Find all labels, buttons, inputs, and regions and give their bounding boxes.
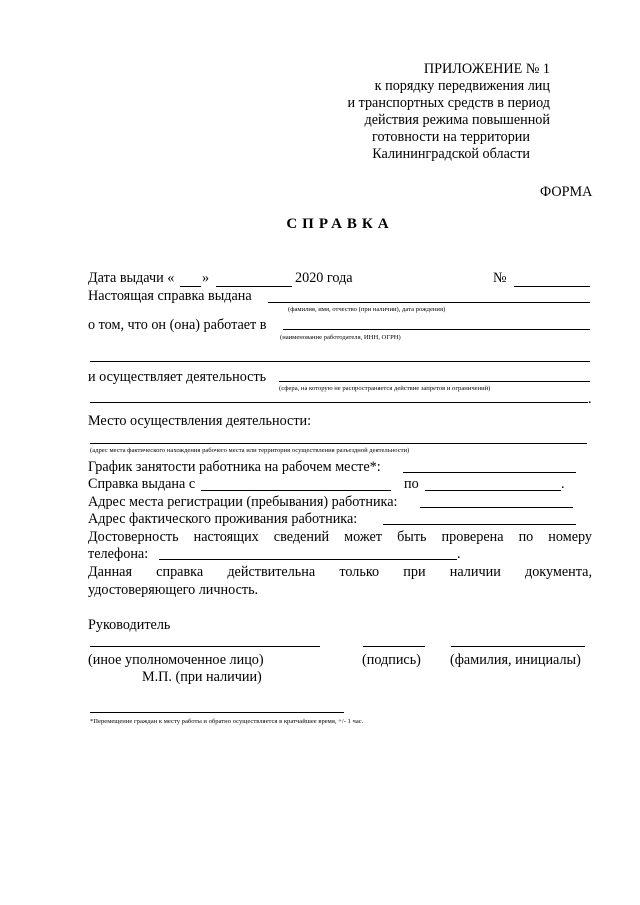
date-mid: » [202, 270, 210, 286]
residence-label: Адрес фактического проживания работника: [88, 511, 358, 527]
appendix-line: к порядку передвижения лиц [374, 78, 550, 94]
footnote: *Перемещение граждан к месту работы и обратно осуществляется в кратчайшее время, +/- 1 час. [90, 718, 364, 725]
activity-field[interactable] [279, 381, 590, 382]
stamp-caption: М.П. (при наличии) [142, 669, 262, 685]
place-label: Место осуществления деятельности: [88, 413, 312, 429]
number-field[interactable] [514, 286, 590, 287]
form-label: ФОРМА [540, 184, 593, 200]
valid-end: . [561, 476, 565, 492]
activity-field-continued[interactable] [90, 402, 588, 403]
document-title: СПРАВКА [286, 216, 394, 232]
activity-end: . [588, 391, 592, 407]
phone-field[interactable] [159, 559, 457, 560]
appendix-line: действия режима повышенной [364, 112, 550, 128]
appendix-line: Калининградской области [372, 146, 530, 162]
issued-to-field[interactable] [268, 302, 590, 303]
other-person-caption: (иное уполномоченное лицо) [88, 652, 264, 668]
registration-label: Адрес места регистрации (пребывания) работника: [88, 494, 398, 510]
day-field[interactable] [180, 286, 201, 287]
place-field[interactable] [90, 443, 587, 444]
number-label: № [493, 270, 507, 286]
works-at-hint: (наименование работодателя, ИНН, ОГРН) [280, 334, 401, 341]
schedule-label: График занятости работника на рабочем месте*: [88, 459, 381, 475]
valid-from-field[interactable] [201, 490, 391, 491]
head-label: Руководитель [88, 617, 171, 633]
valid-to-field[interactable] [425, 490, 561, 491]
issued-to-hint: (фамилия, имя, отчество (при наличии), дата рождения) [288, 306, 446, 313]
appendix-line: и транспортных средств в период [347, 95, 550, 111]
validity-text: Данная справка действительна только при наличии документа, [88, 564, 592, 580]
works-at-field[interactable] [283, 329, 590, 330]
issued-to-label: Настоящая справка выдана [88, 288, 252, 304]
footnote-divider [90, 712, 344, 713]
verify-text: Достоверность настоящих сведений может быть проверена по номеру [88, 529, 592, 545]
valid-from-label: Справка выдана с [88, 476, 196, 492]
year-text: 2020 года [295, 270, 353, 286]
works-at-field-continued[interactable] [90, 361, 590, 362]
name-initials-field[interactable] [451, 646, 585, 647]
signature-caption: (подпись) [362, 652, 421, 668]
place-hint: (адрес места фактического нахождения рабочего места или территория осуществления разъездной деятельности) [90, 447, 410, 454]
signature-field[interactable] [363, 646, 425, 647]
head-position-field[interactable] [90, 646, 320, 647]
residence-field[interactable] [383, 524, 576, 525]
appendix-block [330, 61, 550, 163]
appendix-line: готовности на территории [372, 129, 530, 145]
appendix-title: ПРИЛОЖЕНИЕ № 1 [423, 61, 550, 77]
month-field[interactable] [216, 286, 292, 287]
activity-label: и осуществляет деятельность [88, 369, 267, 385]
date-label: Дата выдачи « [88, 270, 175, 286]
verify-end: . [457, 546, 461, 562]
works-at-label: о том, что он (она) работает в [88, 317, 267, 333]
schedule-field[interactable] [403, 472, 576, 473]
name-caption: (фамилия, инициалы) [450, 652, 581, 668]
activity-hint: (сфера, на которую не распространяется действие запретов и ограничений) [279, 385, 491, 392]
valid-to-label: по [404, 476, 419, 492]
validity-text-continued: удостоверяющего личность. [88, 582, 259, 598]
registration-field[interactable] [420, 507, 573, 508]
verify-phone-label: телефона: [88, 546, 149, 562]
